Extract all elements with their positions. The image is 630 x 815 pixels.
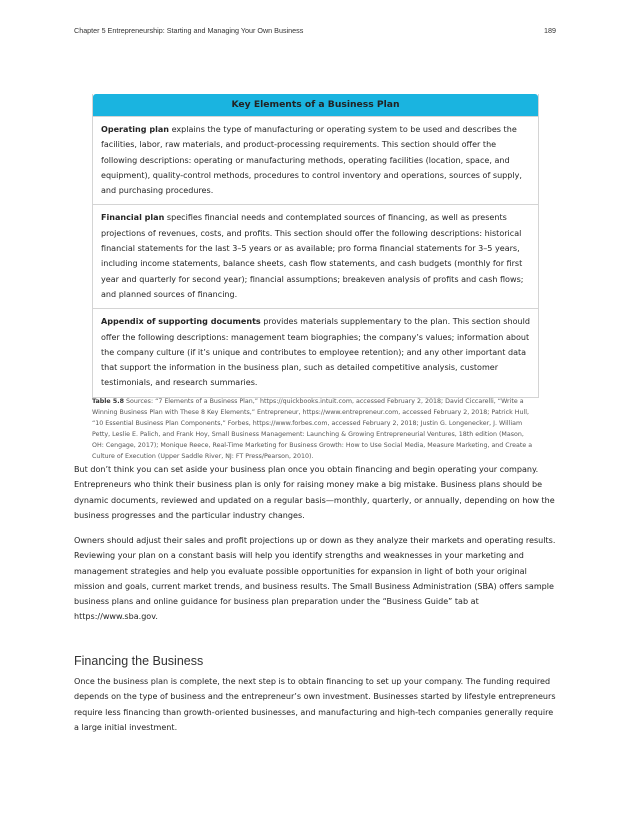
row-term: Appendix of supporting documents <box>101 317 261 327</box>
caption-label: Table 5.8 <box>92 398 125 405</box>
table-title: Key Elements of a Business Plan <box>93 94 538 116</box>
row-term: Financial plan <box>101 213 165 223</box>
business-plan-table <box>92 94 539 398</box>
table-row <box>93 308 538 396</box>
table-row <box>93 204 538 308</box>
row-text: explains the type of manufacturing or operating system to be used and describes the facilities, labor, raw materials, and product-processing requirements. This section should offer the following descriptions: operating or manufacturing methods, operating facilities (location, space, and equipment), quality-control methods, procedures to control inventory and operations, sources of supply, and purchasing procedures. <box>101 125 522 196</box>
row-term: Operating plan <box>101 125 170 134</box>
running-header <box>74 26 556 35</box>
table-row <box>93 116 538 204</box>
body-paragraph-2: Owners should adjust their sales and profit projections up or down as they analyze their markets and operating results. Reviewing your plan on a constant basis will help you identify strengths and weaknesses in your marketing and management strategies and help you evaluate possible opportunities for expansion in light of both your original mission and goals, current market trends, and business results. The Small Business Administration (SBA) offers sample business plans and online guidance for business plan preparation under the “Business Guide” tab at https://www.sba.gov. <box>74 536 556 622</box>
row-text: specifies financial needs and contemplated sources of financing, as well as presents projections of revenues, costs, and profits. This section should offer the following descriptions: historical financial statements for the last 3–5 years or as available; pro forma financial statements for 3–5 years, including income statements, balance sheets, cash flow statements, and cash budgets (monthly for first year and quarterly for second year); financial assumptions; breakeven analysis of profits and cash flows; and planned sources of financing. <box>101 213 524 299</box>
row-text: provides materials supplementary to the plan. This section should offer the following descriptions: management team biographies; the company’s values; information about the company culture (if it’s unique and contributes to employee retention); and any other important data that support the information in the business plan, such as detailed competitive analysis, customer testimonials, and research summaries. <box>101 317 530 388</box>
section-heading: Financing the Business <box>74 654 204 668</box>
body-paragraph-3: Once the business plan is complete, the next step is to obtain financing to set up your company. The funding required depends on the type of business and the entrepreneur’s own investment. Businesses started by lifestyle entrepreneurs require less financing than growth-oriented businesses, and manufacturing and high-tech companies generally require a large initial investment. <box>74 677 556 732</box>
caption-text: Sources: “7 Elements of a Business Plan,” https://quickbooks.intuit.com, accessed February 2, 2018; David Ciccarelli, “Write a Winning Business Plan with These 8 Key Elements,” Entrepreneur, https://www.entrepreneur.com, accessed February 2, 2018; Patrick Hull, “10 Essential Business Plan Components,” Forbes, https://www.forbes.com, accessed February 2, 2018; Justin G. Longenecker, J. William Petty, Leslie E. Palich, and Frank Hoy, Small Business Management: Launching & Growing Entrepreneurial Ventures, 18th edition (Mason, OH: Cengage, 2017); Monique Reece, Real-Time Marketing for Business Growth: How to Use Social Media, Measure Marketing, and Create a Culture of Execution (Upper Saddle River, NJ: FT Press/Pearson, 2010). <box>92 398 533 461</box>
chapter-title: Chapter 5 Entrepreneurship: Starting and Managing Your Own Business <box>74 26 304 35</box>
page-number: 189 <box>544 26 556 35</box>
body-paragraph-1: But don’t think you can set aside your business plan once you obtain financing and begin operating your company. Entrepreneurs who think their business plan is only for raising money make a big mistake. Business plans should be dynamic documents, reviewed and updated on a regular basis—monthly, quarterly, or annually, depending on how the business progresses and the particular industry changes. <box>74 465 555 520</box>
table-caption <box>92 396 537 463</box>
